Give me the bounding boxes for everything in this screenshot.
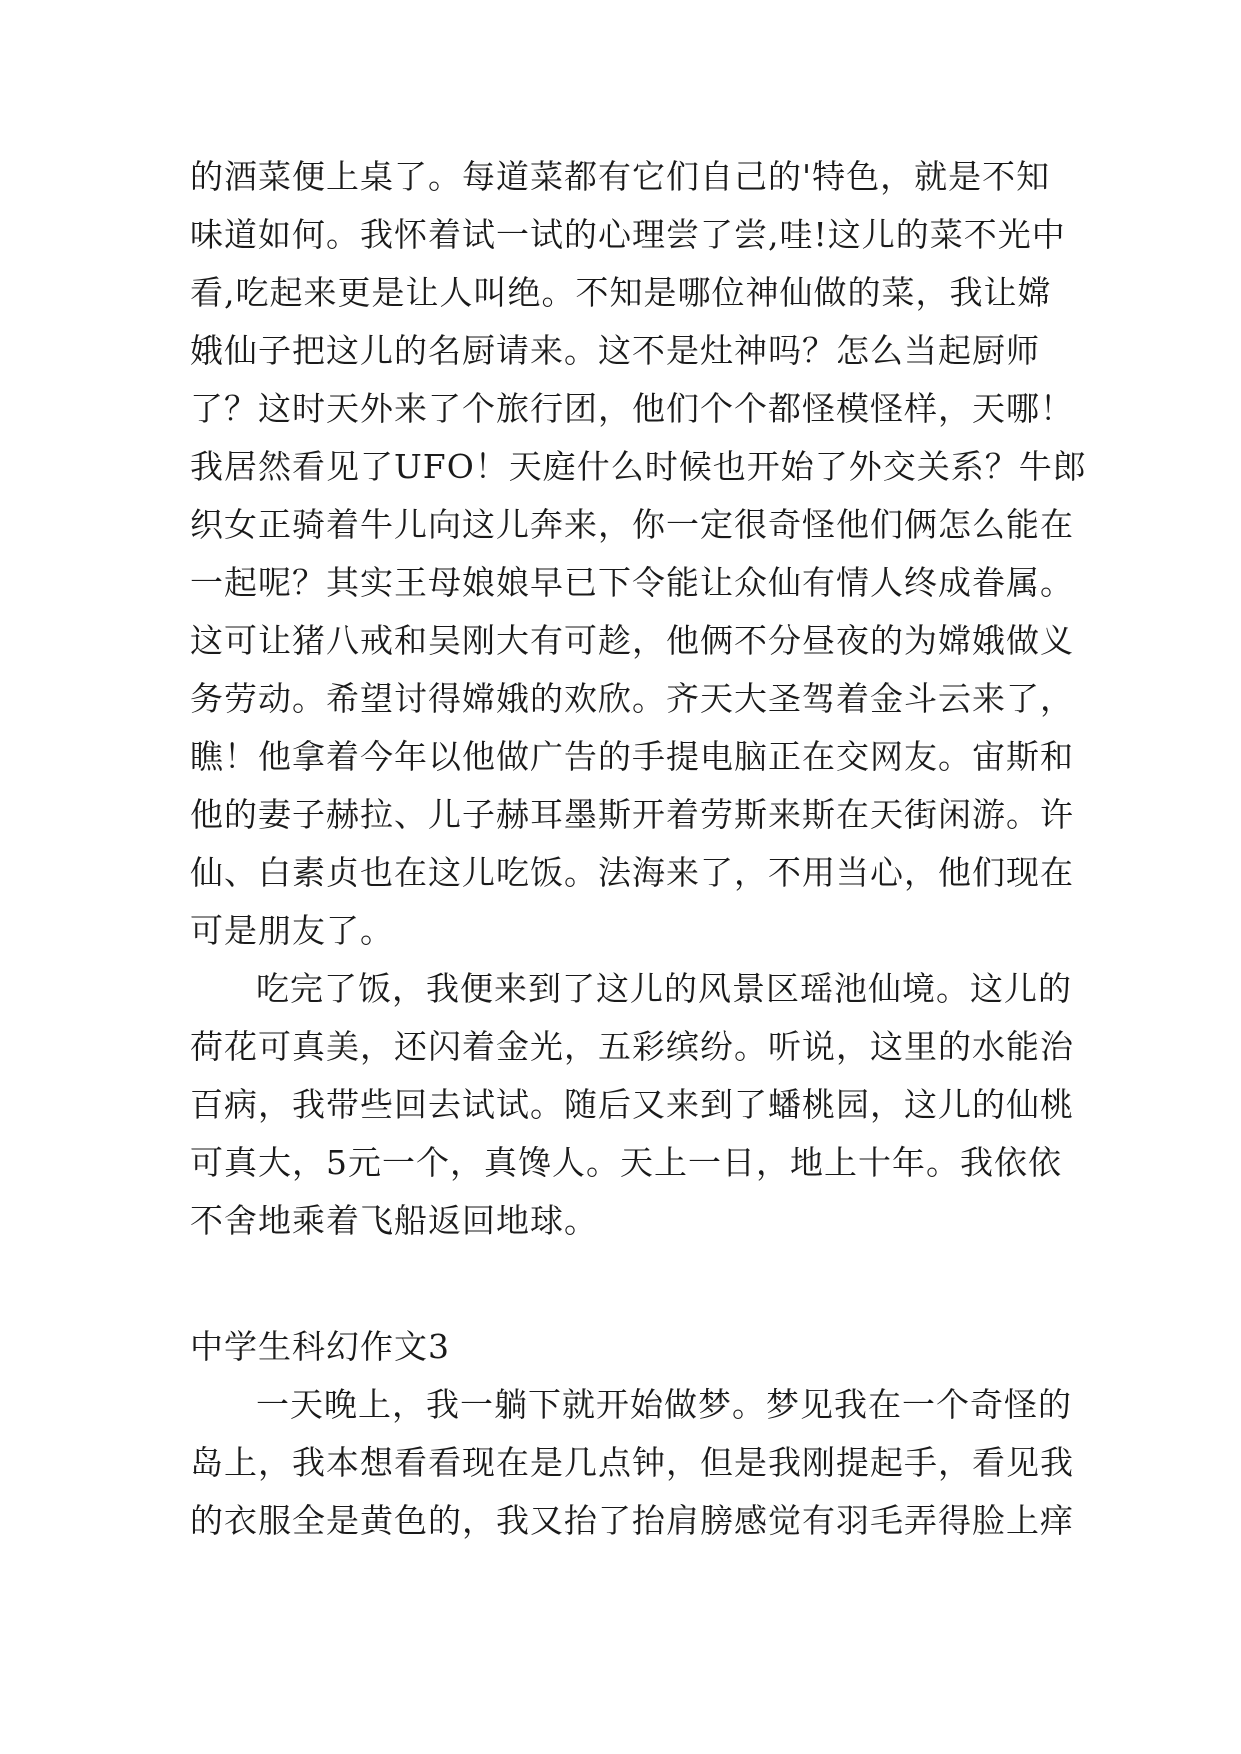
paragraph-1 xyxy=(190,148,1087,960)
text-line: 瞧！他拿着今年以他做广告的手提电脑正在交网友。宙斯和 xyxy=(190,737,1074,776)
text-line: 他的妻子赫拉、儿子赫耳墨斯开着劳斯来斯在天街闲游。许 xyxy=(190,795,1074,834)
text-line: 不舍地乘着飞船返回地球。 xyxy=(190,1201,598,1240)
text-line: 荷花可真美，还闪着金光，五彩缤纷。听说，这里的水能治 xyxy=(190,1027,1074,1066)
text-line: 岛上，我本想看看现在是几点钟，但是我刚提起手，看见我 xyxy=(190,1443,1074,1482)
paragraph-3 xyxy=(190,1376,1074,1550)
text-line: 仙、白素贞也在这儿吃饭。法海来了，不用当心，他们现在 xyxy=(190,853,1074,892)
text-line: 这可让猪八戒和吴刚大有可趁，他俩不分昼夜的为嫦娥做义 xyxy=(190,621,1074,660)
text-line: 务劳动。希望讨得嫦娥的欢欣。齐天大圣驾着金斗云来了， xyxy=(190,679,1074,718)
text-line: 娥仙子把这儿的名厨请来。这不是灶神吗？怎么当起厨师 xyxy=(190,331,1040,370)
text-line: 织女正骑着牛儿向这儿奔来，你一定很奇怪他们俩怎么能在 xyxy=(190,505,1074,544)
text-line: 一天晚上，我一躺下就开始做梦。梦见我在一个奇怪的 xyxy=(256,1385,1072,1424)
text-line: 的酒菜便上桌了。每道菜都有它们自己的'特色，就是不知 xyxy=(190,157,1051,196)
text-line: 吃完了饭，我便来到了这儿的风景区瑶池仙境。这儿的 xyxy=(256,969,1072,1008)
section-heading: 中学生科幻作文3 xyxy=(190,1327,450,1366)
text-line: 我居然看见了UFO！天庭什么时候也开始了外交关系？牛郎 xyxy=(190,447,1087,486)
text-line: 味道如何。我怀着试一试的心理尝了尝,哇!这儿的菜不光中 xyxy=(190,215,1066,254)
text-line: 可真大，5元一个，真馋人。天上一日，地上十年。我依依 xyxy=(190,1143,1062,1182)
text-line: 了？这时天外来了个旅行团，他们个个都怪模怪样，天哪！ xyxy=(190,389,1074,428)
text-line: 百病，我带些回去试试。随后又来到了蟠桃园，这儿的仙桃 xyxy=(190,1085,1074,1124)
text-line: 的衣服全是黄色的，我又抬了抬肩膀感觉有羽毛弄得脸上痒 xyxy=(190,1501,1074,1540)
paragraph-2 xyxy=(190,960,1074,1250)
text-line: 看,吃起来更是让人叫绝。不知是哪位神仙做的菜，我让嫦 xyxy=(190,273,1052,312)
text-line: 一起呢？其实王母娘娘早已下令能让众仙有情人终成眷属。 xyxy=(190,563,1074,602)
text-line: 可是朋友了。 xyxy=(190,911,394,950)
